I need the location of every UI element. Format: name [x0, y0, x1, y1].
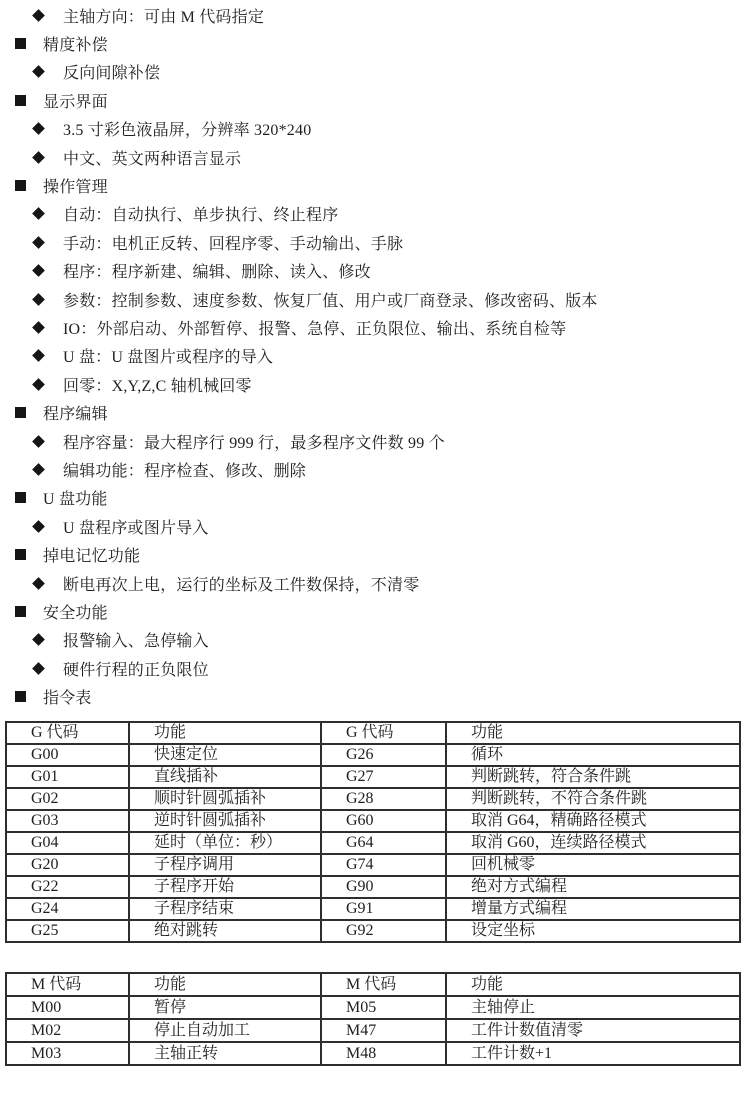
table-header-cell: 功能 [129, 973, 321, 996]
table-row [6, 854, 740, 876]
table-cell: G03 [6, 810, 129, 832]
diamond-bullet-icon [32, 321, 45, 334]
table-cell: G74 [321, 854, 446, 876]
table-cell: G22 [6, 876, 129, 898]
diamond-bullet-icon [32, 435, 45, 448]
list-item-label: 程序容量：最大程序行 999 行，最多程序文件数 99 个 [63, 434, 445, 452]
diamond-bullet-icon [32, 520, 45, 533]
table-cell: G25 [6, 920, 129, 942]
list-item [0, 455, 750, 483]
table-row [6, 996, 740, 1019]
list-item [0, 512, 750, 540]
diamond-bullet-icon [32, 662, 45, 675]
table-row [6, 920, 740, 942]
g-code-table [5, 721, 741, 943]
table-cell: M47 [321, 1019, 446, 1042]
square-bullet-icon [15, 606, 26, 617]
diamond-bullet-icon [32, 293, 45, 306]
table-header-row [6, 722, 740, 744]
list-item-label: U 盘程序或图片导入 [63, 519, 209, 537]
table-row [6, 766, 740, 788]
square-bullet-icon [15, 549, 26, 560]
table-row [6, 788, 740, 810]
list-item [0, 313, 750, 341]
list-item-label: 硬件行程的正负限位 [63, 661, 209, 679]
diamond-bullet-icon [32, 264, 45, 277]
list-item [0, 370, 750, 398]
list-item-label: 中文、英文两种语言显示 [63, 150, 242, 168]
list-item [0, 86, 750, 114]
list-item [0, 115, 750, 143]
table-cell: G28 [321, 788, 446, 810]
diamond-bullet-icon [32, 463, 45, 476]
table-cell: G20 [6, 854, 129, 876]
list-item [0, 228, 750, 256]
diamond-bullet-icon [32, 633, 45, 646]
diamond-bullet-icon [32, 66, 45, 79]
diamond-bullet-icon [32, 577, 45, 590]
list-item [0, 597, 750, 625]
square-bullet-icon [15, 492, 26, 503]
list-item-label: 3.5 寸彩色液晶屏，分辨率 320*240 [63, 122, 312, 140]
table-row [6, 1019, 740, 1042]
list-item-label: 程序编辑 [43, 406, 108, 424]
table-row [6, 744, 740, 766]
table-cell: M05 [321, 996, 446, 1019]
list-item [0, 654, 750, 682]
list-item [0, 171, 750, 199]
list-item [0, 427, 750, 455]
table-cell: G00 [6, 744, 129, 766]
table-cell: G02 [6, 788, 129, 810]
table-cell: G92 [321, 920, 446, 942]
list-item [0, 257, 750, 285]
diamond-bullet-icon [32, 9, 45, 22]
table-cell: 直线插补 [129, 766, 321, 788]
table-cell: 逆时针圆弧插补 [129, 810, 321, 832]
table-header-cell: M 代码 [321, 973, 446, 996]
table-cell: 工件计数+1 [446, 1042, 740, 1065]
table-header-cell: G 代码 [321, 722, 446, 744]
diamond-bullet-icon [32, 378, 45, 391]
table-row [6, 876, 740, 898]
list-item [0, 29, 750, 57]
table-header-cell: 功能 [446, 722, 740, 744]
table-row [6, 832, 740, 854]
table-cell: 增量方式编程 [446, 898, 740, 920]
list-item-label: 安全功能 [43, 604, 108, 622]
table-cell: G24 [6, 898, 129, 920]
table-cell: 暂停 [129, 996, 321, 1019]
table-cell: 判断跳转，符合条件跳 [446, 766, 740, 788]
list-item-label: 反向间隙补偿 [63, 65, 161, 83]
list-item-label: IO：外部启动、外部暂停、报警、急停、正负限位、输出、系统自检等 [63, 320, 567, 338]
table-header-row [6, 973, 740, 996]
table-cell: M48 [321, 1042, 446, 1065]
table-row [6, 1042, 740, 1065]
list-item-label: 程序：程序新建、编辑、删除、读入、修改 [63, 264, 371, 282]
table-cell: 子程序调用 [129, 854, 321, 876]
table-cell: 子程序开始 [129, 876, 321, 898]
table-cell: 顺时针圆弧插补 [129, 788, 321, 810]
list-item [0, 484, 750, 512]
list-item-label: 报警输入、急停输入 [63, 633, 209, 651]
diamond-bullet-icon [32, 350, 45, 363]
table-cell: 子程序结束 [129, 898, 321, 920]
table-cell: 停止自动加工 [129, 1019, 321, 1042]
list-item [0, 285, 750, 313]
list-item [0, 626, 750, 654]
list-item [0, 682, 750, 710]
table-cell: 设定坐标 [446, 920, 740, 942]
diamond-bullet-icon [32, 208, 45, 221]
table-cell: G04 [6, 832, 129, 854]
square-bullet-icon [15, 407, 26, 418]
table-row [6, 898, 740, 920]
table-cell: 工件计数值清零 [446, 1019, 740, 1042]
table-cell: 回机械零 [446, 854, 740, 876]
list-item-label: 自动：自动执行、单步执行、终止程序 [63, 207, 339, 225]
list-item [0, 200, 750, 228]
table-header-cell: M 代码 [6, 973, 129, 996]
table-cell: G26 [321, 744, 446, 766]
table-cell: 循环 [446, 744, 740, 766]
square-bullet-icon [15, 38, 26, 49]
table-cell: 判断跳转，不符合条件跳 [446, 788, 740, 810]
list-item [0, 540, 750, 568]
square-bullet-icon [15, 95, 26, 106]
square-bullet-icon [15, 180, 26, 191]
table-row [6, 810, 740, 832]
table-cell: G90 [321, 876, 446, 898]
list-item-label: 掉电记忆功能 [43, 548, 141, 566]
list-item-label: 手动：电机正反转、回程序零、手动输出、手脉 [63, 235, 404, 253]
table-header-cell: G 代码 [6, 722, 129, 744]
list-item-label: 操作管理 [43, 179, 108, 197]
list-item-label: 断电再次上电，运行的坐标及工件数保持，不清零 [63, 576, 420, 594]
table-header-cell: 功能 [446, 973, 740, 996]
list-item-label: 指令表 [43, 690, 92, 708]
table-cell: G27 [321, 766, 446, 788]
table-cell: G91 [321, 898, 446, 920]
table-cell: M00 [6, 996, 129, 1019]
table-cell: G60 [321, 810, 446, 832]
list-item [0, 398, 750, 426]
list-item [0, 342, 750, 370]
list-item-label: U 盘：U 盘图片或程序的导入 [63, 349, 274, 367]
list-item-label: 回零：X,Y,Z,C 轴机械回零 [63, 377, 252, 395]
table-cell: 延时（单位：秒） [129, 832, 321, 854]
table-cell: 快速定位 [129, 744, 321, 766]
list-item-label: 编辑功能：程序检查、修改、删除 [63, 462, 307, 480]
list-item-label: 主轴方向：可由 M 代码指定 [63, 8, 265, 26]
table-header-cell: 功能 [129, 722, 321, 744]
table-cell: 绝对跳转 [129, 920, 321, 942]
square-bullet-icon [15, 691, 26, 702]
list-item [0, 1, 750, 29]
list-item-label: 精度补偿 [43, 37, 108, 55]
table-cell: 主轴正转 [129, 1042, 321, 1065]
table-cell: M02 [6, 1019, 129, 1042]
diamond-bullet-icon [32, 236, 45, 249]
list-item [0, 58, 750, 86]
table-cell: 绝对方式编程 [446, 876, 740, 898]
table-cell: 取消 G60，连续路径模式 [446, 832, 740, 854]
list-item [0, 569, 750, 597]
list-item-label: 参数：控制参数、速度参数、恢复厂值、用户或厂商登录、修改密码、版本 [63, 292, 598, 310]
table-cell: M03 [6, 1042, 129, 1065]
diamond-bullet-icon [32, 151, 45, 164]
list-item-label: 显示界面 [43, 93, 108, 111]
m-code-table [5, 972, 741, 1066]
diamond-bullet-icon [32, 122, 45, 135]
list-item [0, 143, 750, 171]
table-cell: G01 [6, 766, 129, 788]
table-cell: G64 [321, 832, 446, 854]
table-cell: 主轴停止 [446, 996, 740, 1019]
table-cell: 取消 G64，精确路径模式 [446, 810, 740, 832]
list-item-label: U 盘功能 [43, 491, 108, 509]
